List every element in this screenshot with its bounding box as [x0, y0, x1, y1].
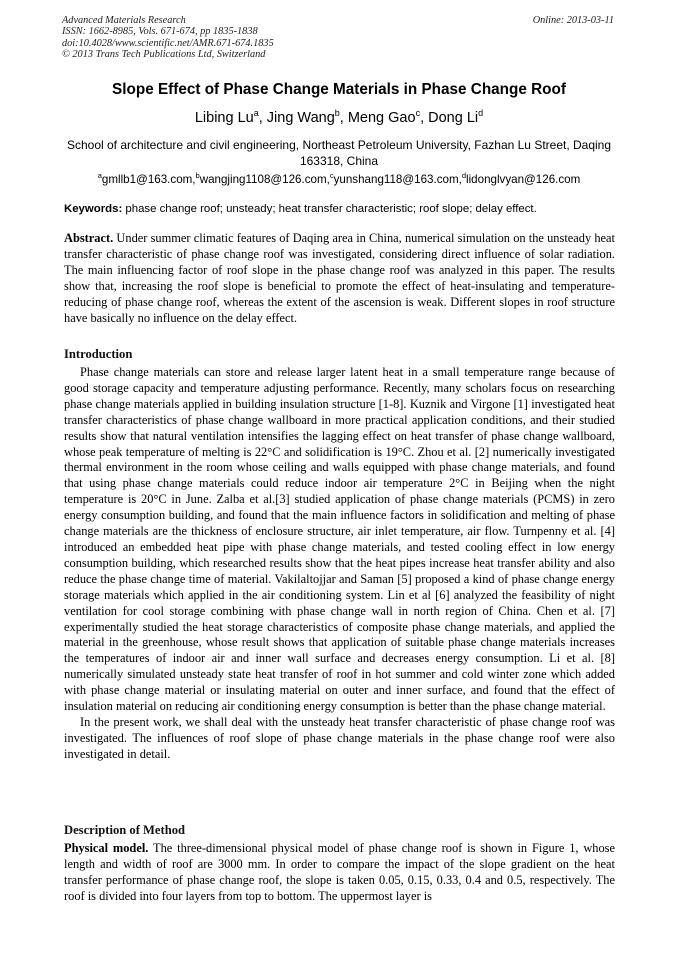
- copyright-line: © 2013 Trans Tech Publications Ltd, Switzerland: [62, 49, 266, 61]
- affiliation: School of architecture and civil engineering, Northeast Petroleum University, Fazhan Lu Street, Daqing 163318, China: [66, 138, 612, 168]
- author-separator: ,: [420, 110, 429, 126]
- email-link[interactable]: lidonglvyan@126.com: [466, 173, 581, 186]
- journal-header: [62, 15, 482, 61]
- online-date: Online: 2013-03-11: [532, 15, 614, 26]
- author-name: Libing Lu: [194, 110, 254, 126]
- keywords: [64, 203, 619, 215]
- author-name: Meng Gao: [347, 110, 416, 126]
- author: [267, 110, 348, 126]
- author-list: [0, 110, 678, 126]
- paragraph: In the present work, we shall deal with the unsteady heat transfer characteristic of phase change roof was investigated. The influences of roof slope of phase change materials in the phase change roof were also investigated in detail.: [64, 714, 615, 761]
- author-name: Dong Li: [428, 110, 479, 126]
- author-mark: c: [415, 108, 421, 118]
- email-link[interactable]: yunshang118@163.com,: [333, 173, 462, 186]
- section-heading-method: Description of Method: [64, 823, 186, 837]
- paragraph: Phase change materials can store and release larger latent heat in a small temperature range because of good storage capacity and temperature adjusting performance. Recently, many scholars focus on researching phase change materials applied in building insulation structure [1-8]. Kuznik and Virgone [1] investigated heat transfer characteristics of phase change wallboard in more practical application conditions, and their studied results show that natural ventilation intensifies the lagging effect on heat transfer of phase change wallboard, whose peak temperature of melting is 22°C and solidification is 19°C. Zhou et al. [2] numerically investigated thermal environment in the room whose ceiling and walls equipped with phase change materials, and found that using phase change materials could reduce indoor air temperature 2°C in Beijing when the night temperature is 20°C in June. Zalba et al.[3] studied application of phase change materials (PCMS) in zero energy consumption building, and found that the main influence factors in solidification and melting of phase change materials are the thickness of enclosure structure, air inlet temperature, air flow. Turnpenny et al. [4] introduced an embedded heat pipe with phase change materials, and tested cooling effect in low energy consumption building, which researched results show that the heat pipes increase heat transfer ability and also reduce the phase change time of material. Vakilaltojjar and Saman [5] proposed a kind of phase change energy storage materials which applied in the air conditioning system. Lin et al [6] analyzed the feasibility of night ventilation for cool storage combining with phase change wall in north region of China. Chen et al. [7] experimentally studied the heat storage characteristics of composite phase change materials, and applied the material in the greenhouse, whose result shows that application of suitable phase change materials increases the temperatures of indoor air and inner wall surface and decreases energy consumption. Li et al. [8] numerically simulated unsteady state heat transfer of roof in hot summer and cold winter zone which added with phase change material or insulating material on outer and inner surface, and found that the effect of insulation material on reducing air conditioning energy consumption is better than the phase change material.: [64, 365, 615, 714]
- email-mark: c: [329, 171, 334, 180]
- author: [428, 110, 483, 126]
- author-separator: ,: [339, 110, 348, 126]
- email-link[interactable]: wangjing1108@126.com,: [199, 173, 330, 186]
- email-list: [0, 173, 678, 186]
- author-separator: ,: [258, 110, 267, 126]
- abstract-label: Abstract.: [64, 231, 114, 245]
- email-mark: b: [195, 171, 200, 180]
- author: [195, 110, 267, 126]
- issn-line: ISSN: 1662-8985, Vols. 671-674, pp 1835-1838: [62, 26, 258, 38]
- author: [348, 110, 428, 126]
- keywords-text: phase change roof; unsteady; heat transfer characteristic; roof slope; delay effect.: [125, 203, 537, 215]
- keywords-label: Keywords:: [64, 203, 123, 215]
- abstract: [64, 231, 615, 326]
- doi-line: doi:10.4028/www.scientific.net/AMR.671-674.1835: [62, 37, 274, 49]
- section-heading-introduction: Introduction: [64, 347, 133, 361]
- author-mark: b: [334, 108, 340, 118]
- author-mark: a: [253, 108, 259, 118]
- journal-name: Advanced Materials Research: [62, 15, 186, 26]
- method-text: The three-dimensional physical model of phase change roof is shown in Figure 1, whose length and width of roof are 3000 mm. In order to compare the impact of the slope gradient on the heat transfer performance of phase change roof, the slope is taken 0.05, 0.15, 0.33, 0.4 and 0.5, respectively. The roof is divided into four layers from top to bottom. The uppermost layer is: [64, 841, 616, 903]
- email-mark: d: [461, 171, 467, 180]
- method-body: [64, 841, 615, 905]
- abstract-text: Under summer climatic features of Daqing area in China, numerical simulation on the unsteady heat transfer characteristic of phase change roof was investigated, considering direct influence of solar radiation. The main influencing factor of roof slope in the phase change roof was analyzed in this paper. The results show that, increasing the roof slope is beneficial to promote the effect of heat-insulating and temperature-reducing of phase change roof, whereas the extent of the ascension is weak. Different slopes in roof structure have basically no influence on the delay effect.: [64, 231, 615, 325]
- introduction-body: [64, 365, 615, 763]
- author-mark: d: [478, 108, 484, 118]
- runin-heading: Physical model.: [64, 841, 149, 855]
- email-link[interactable]: gmllb1@163.com,: [101, 173, 196, 186]
- author-name: Jing Wang: [266, 110, 335, 126]
- paper-title: Slope Effect of Phase Change Materials in Phase Change Roof: [112, 81, 566, 98]
- email-mark: a: [97, 171, 102, 180]
